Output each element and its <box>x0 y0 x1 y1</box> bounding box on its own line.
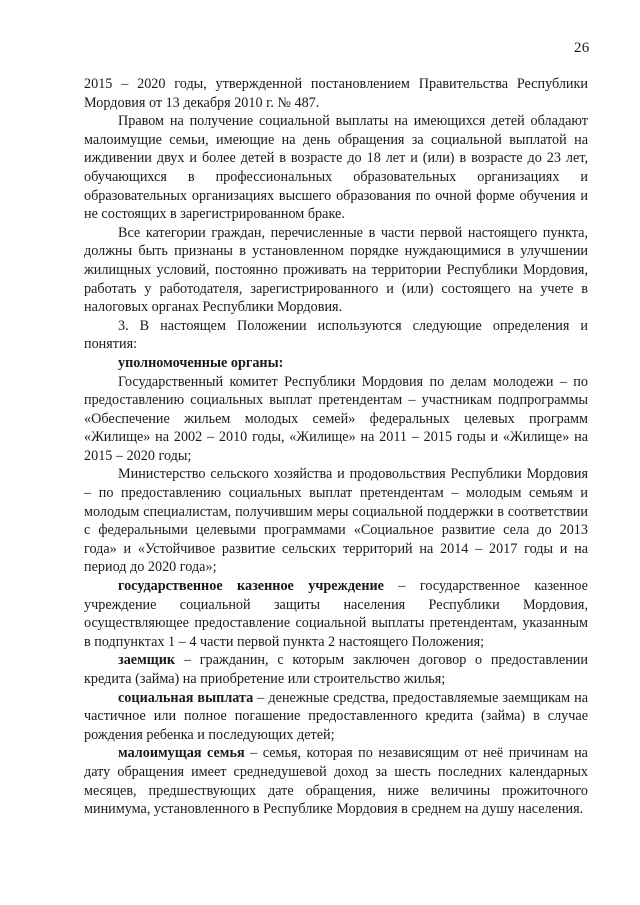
paragraph-continuation: 2015 – 2020 годы, утвержденной постановлением Правительства Республики Мордовия от 13 декабря 2010 г. № 487. <box>84 76 588 111</box>
definition-text: – семья, которая по независящим от неё причинам на дату обращения имеет среднедушевой доход за шесть последних календарных месяцев, предшествующих дате обращения, ниже величины прожиточного минимума, установленного в Республике Мордовия в среднем на душу населения. <box>84 745 588 818</box>
definition-text: – государственное казенное учреждение социальной защиты населения Республики Мордовия, осуществляющее предоставление социальной выплаты претендентам, указанным в подпунктах 1 – 4 части первой пункта 2 настоящего Положения; <box>84 578 588 650</box>
definition-text: – гражданин, с которым заключен договор о предоставлении кредита (займа) на приобретение или строительство жилья; <box>84 652 588 687</box>
paragraph-youth-committee: Государственный комитет Республики Мордовия по делам молодежи – по предоставлению социальных выплат претендентам – участникам подпрограммы «Обеспечение жильем молодых семей» федеральных целевых программ «Жилище» на 2002 – 2010 годы, «Жилище» на 2011 – 2015 годы и «Жилище» на 2015 – 2020 годы; <box>84 373 588 464</box>
definition-social-payment <box>84 689 588 745</box>
definition-borrower <box>84 651 588 688</box>
definition-term: социальная выплата <box>118 689 254 706</box>
paragraph-definitions-intro: 3. В настоящем Положении используются следующие определения и понятия: <box>84 317 588 353</box>
definition-term: заемщик <box>118 652 176 669</box>
page-number: 26 <box>574 40 590 56</box>
paragraph-categories: Все категории граждан, перечисленные в части первой настоящего пункта, должны быть признаны в установленном порядке нуждающимися в улучшении жилищных условий, постоянно проживать на территории Республики Мордовия, работать у работодателя, зарегистрированного и (или) состоящего на учете в налоговых органах Республики Мордовия. <box>84 224 588 316</box>
definition-term: малоимущая семья <box>118 745 245 762</box>
definition-state-institution <box>84 577 588 651</box>
heading-authorized-bodies: уполномоченные органы: <box>118 354 284 371</box>
definition-low-income-family <box>84 744 588 818</box>
definition-term: государственное казенное учреждение <box>118 578 384 595</box>
definition-text: – денежные средства, предоставляемые заемщикам на частичное или полное погашение предоставленного кредита (займа) в случае рождения ребенка и последующих детей; <box>84 689 589 743</box>
paragraph-agriculture-ministry: Министерство сельского хозяйства и продовольствия Республики Мордовия – по предоставлению социальных выплат претендентам – молодым семьям и молодым специалистам, получившим меры социальной поддержки в соответствии с федеральными целевыми программами «Социальное развитие села до 2013 года» и «Устойчивое развитие сельских территорий на 2014 – 2017 годы и на период до 2020 года»; <box>84 466 588 576</box>
document-body <box>84 75 588 819</box>
paragraph-eligibility: Правом на получение социальной выплаты на имеющихся детей обладают малоимущие семьи, имеющие на день обращения за социальной выплатой на иждивении двух и более детей в возрасте до 18 лет и (или) в возрасте до 23 лет, обучающихся в профессиональных образовательных организациях и образовательных организациях высшего образования по очной форме обучения и не состоящих в зарегистрированном браке. <box>84 113 588 223</box>
